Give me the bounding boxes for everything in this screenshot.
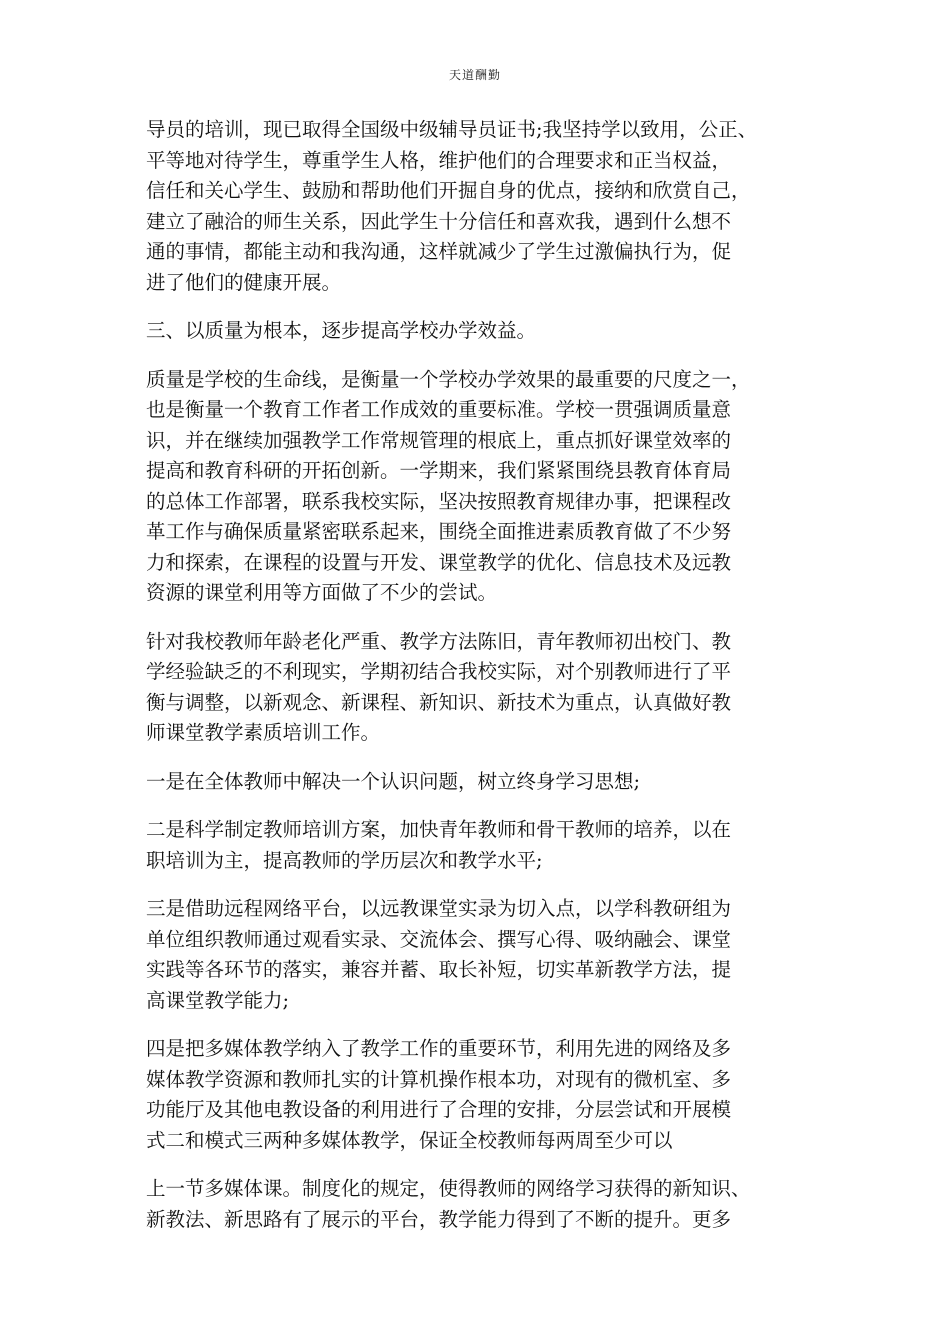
text-line: 资源的课堂利用等方面做了不少的尝试。	[146, 581, 498, 604]
text-line: 平等地对待学生，尊重学生人格，维护他们的合理要求和正当权益，	[146, 148, 732, 172]
text-line: 也是衡量一个教育工作者工作成效的重要标准。学校一贯强调质量意	[146, 398, 732, 421]
text-line: 通的事情，都能主动和我沟通，这样就减少了学生过激偏执行为，促	[146, 240, 732, 263]
text-line: 二是科学制定教师培训方案，加快青年教师和骨干教师的培养，以在	[146, 818, 732, 841]
text-line: 信任和关心学生、鼓励和帮助他们开掘自身的优点，接纳和欣赏自己，	[146, 179, 751, 202]
text-line: 力和探索，在课程的设置与开发、课堂教学的优化、信息技术及远教	[146, 550, 732, 574]
text-line: 式二和模式三两种多媒体教学，保证全校教师每两周至少可以	[146, 1128, 673, 1152]
text-line: 的总体工作部署，联系我校实际，坚决按照教育规律办事，把课程改	[146, 489, 732, 513]
text-line: 单位组织教师通过观看实录、交流体会、撰写心得、吸纳融会、课堂	[146, 927, 732, 951]
text-line: 学经验缺乏的不利现实，学期初结合我校实际，对个别教师进行了平	[146, 660, 732, 683]
paragraph	[146, 815, 810, 876]
text-line: 识，并在继续加强教学工作常规管理的根底上，重点抓好课堂效率的	[146, 428, 732, 452]
text-line: 媒体教学资源和教师扎实的计算机操作根本功，对现有的微机室、多	[146, 1067, 732, 1091]
text-line: 质量是学校的生命线，是衡量一个学校办学效果的最重要的尺度之一，	[146, 367, 751, 391]
paragraph	[146, 365, 810, 609]
paragraph	[146, 627, 810, 749]
text-line: 提高和教育科研的开拓创新。一学期来，我们紧紧围绕县教育体育局	[146, 459, 732, 482]
text-line: 上一节多媒体课。制度化的规定，使得教师的网络学习获得的新知识、	[146, 1177, 751, 1200]
paragraph	[146, 115, 810, 298]
paragraph	[146, 1174, 810, 1235]
text-line: 一是在全体教师中解决一个认识问题，树立终身学习思想;	[146, 769, 641, 793]
paragraph	[146, 767, 810, 798]
text-line: 高课堂教学能力;	[146, 988, 290, 1012]
text-line: 革工作与确保质量紧密联系起来，围绕全面推进素质教育做了不少努	[146, 520, 732, 543]
paragraph	[146, 316, 810, 347]
text-line: 新教法、新思路有了展示的平台，教学能力得到了不断的提升。更多	[146, 1207, 732, 1231]
document-body	[146, 115, 810, 1253]
text-line: 三、以质量为根本，逐步提高学校办学效益。	[146, 319, 537, 342]
text-line: 职培训为主，提高教师的学历层次和教学水平;	[146, 848, 543, 872]
text-line: 四是把多媒体教学纳入了教学工作的重要环节，利用先进的网络及多	[146, 1037, 732, 1060]
paragraph	[146, 1034, 810, 1156]
text-line: 针对我校教师年龄老化严重、教学方法陈旧，青年教师初出校门、教	[146, 629, 732, 653]
text-line: 师课堂教学素质培训工作。	[146, 721, 381, 744]
text-line: 进了他们的健康开展。	[146, 270, 342, 294]
text-line: 导员的培训，现已取得全国级中级辅导员证书;我坚持学以致用，公正、	[146, 118, 758, 141]
text-line: 功能厅及其他电教设备的利用进行了合理的安排，分层尝试和开展模	[146, 1098, 732, 1121]
text-line: 建立了融洽的师生关系，因此学生十分信任和喜欢我，遇到什么想不	[146, 209, 732, 233]
text-line: 三是借助远程网络平台，以远教课堂实录为切入点，以学科教研组为	[146, 897, 732, 920]
paragraph	[146, 894, 810, 1016]
text-line: 衡与调整，以新观念、新课程、新知识、新技术为重点，认真做好教	[146, 690, 732, 714]
page-header: 天道酬勤	[448, 68, 501, 82]
text-line: 实践等各环节的落实，兼容并蓄、取长补短，切实革新教学方法，提	[146, 958, 732, 981]
